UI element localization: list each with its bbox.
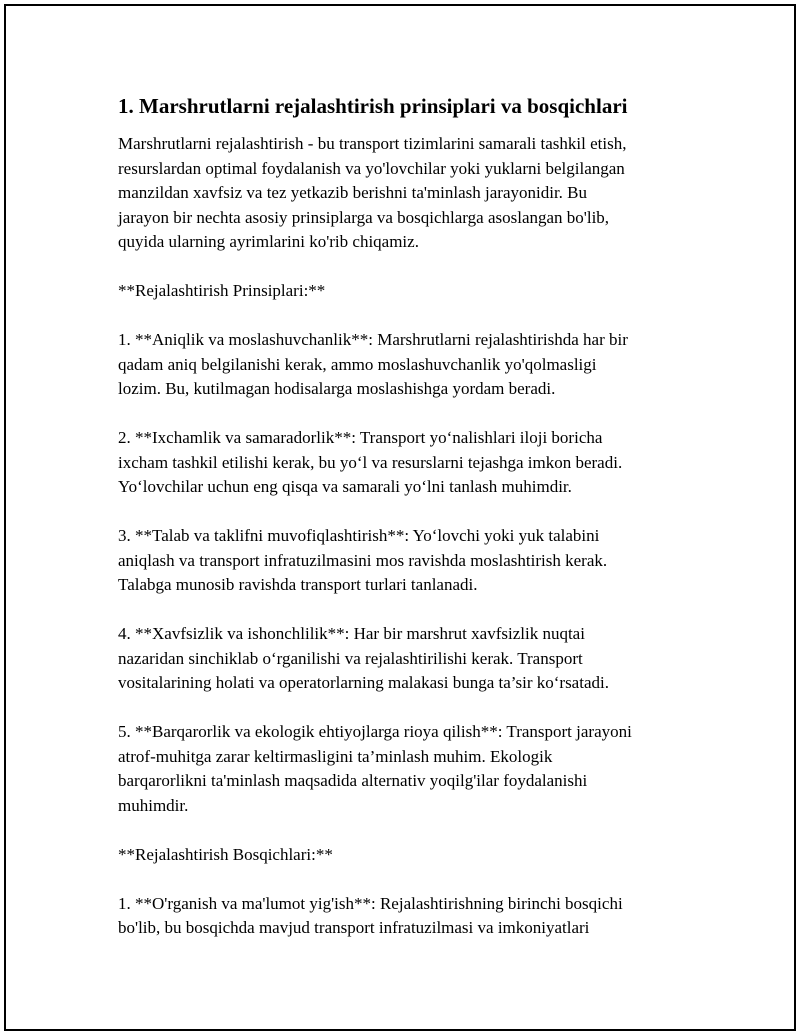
text-line: muhimdir. <box>118 795 189 815</box>
paragraph <box>118 720 698 818</box>
text-line: qadam aniq belgilanishi kerak, ammo moslashuvchanlik yo'qolmasligi <box>118 354 597 374</box>
text-line: Yo‘lovchilar uchun eng qisqa va samarali yo‘lni tanlash muhimdir. <box>118 477 572 496</box>
text-line: jarayon bir nechta asosiy prinsiplarga va bosqichlarga asoslangan bo'lib, <box>118 207 610 227</box>
text-line: 3. **Talab va taklifni muvofiqlashtirish**: Yo‘lovchi yoki yuk talabini <box>118 526 600 545</box>
document-title: 1. Marshrutlarni rejalashtirish prinsiplari va bosqichlari <box>118 94 628 118</box>
text-line: **Rejalashtirish Prinsiplari:** <box>118 281 326 300</box>
text-line: 4. **Xavfsizlik va ishonchlilik**: Har bir marshrut xavfsizlik nuqtai <box>118 624 585 643</box>
paragraph <box>118 843 698 868</box>
text-line: Marshrutlarni rejalashtirish - bu transport tizimlarini samarali tashkil etish, <box>118 134 627 153</box>
text-line: nazaridan sinchiklab o‘rganilishi va rejalashtirilishi kerak. Transport <box>118 648 583 668</box>
document-body <box>118 92 698 965</box>
paragraph <box>118 279 698 304</box>
text-line: resurslardan optimal foydalanish va yo'lovchilar yoki yuklarni belgilangan <box>118 158 625 178</box>
text-line: ixcham tashkil etilishi kerak, bu yo‘l va resurslarni tejashga imkon beradi. <box>118 452 623 472</box>
paragraph <box>118 622 698 696</box>
paragraph <box>118 132 698 255</box>
text-line: quyida ularning ayrimlarini ko'rib chiqamiz. <box>118 232 419 251</box>
text-line: vositalarining holati va operatorlarning malakasi bunga ta’sir ko‘rsatadi. <box>118 673 609 692</box>
text-line: lozim. Bu, kutilmagan hodisalarga moslashishga yordam beradi. <box>118 379 556 398</box>
text-line: barqarorlikni ta'minlash maqsadida alternativ yoqilg'ilar foydalanishi <box>118 771 588 790</box>
text-line: bo'lib, bu bosqichda mavjud transport infratuzilmasi va imkoniyatlari <box>118 918 590 937</box>
text-line: Talabga munosib ravishda transport turlari tanlanadi. <box>118 575 478 594</box>
text-line: atrof-muhitga zarar keltirmasligini ta’minlash muhim. Ekologik <box>118 746 553 766</box>
text-line: aniqlash va transport infratuzilmasini mos ravishda moslashtirish kerak. <box>118 550 608 570</box>
text-line: 2. **Ixchamlik va samaradorlik**: Transport yo‘nalishlari iloji boricha <box>118 428 603 447</box>
paragraph-list <box>118 132 698 941</box>
text-line: 1. **O'rganish va ma'lumot yig'ish**: Rejalashtirishning birinchi bosqichi <box>118 893 623 913</box>
paragraph <box>118 426 698 500</box>
text-line: manzildan xavfsiz va tez yetkazib berishni ta'minlash jarayonidir. Bu <box>118 183 588 202</box>
text-line: 1. **Aniqlik va moslashuvchanlik**: Marshrutlarni rejalashtirishda har bir <box>118 330 628 349</box>
paragraph <box>118 524 698 598</box>
paragraph <box>118 892 698 941</box>
paragraph <box>118 328 698 402</box>
text-line: 5. **Barqarorlik va ekologik ehtiyojlarga rioya qilish**: Transport jarayoni <box>118 722 632 741</box>
text-line: **Rejalashtirish Bosqichlari:** <box>118 844 333 864</box>
